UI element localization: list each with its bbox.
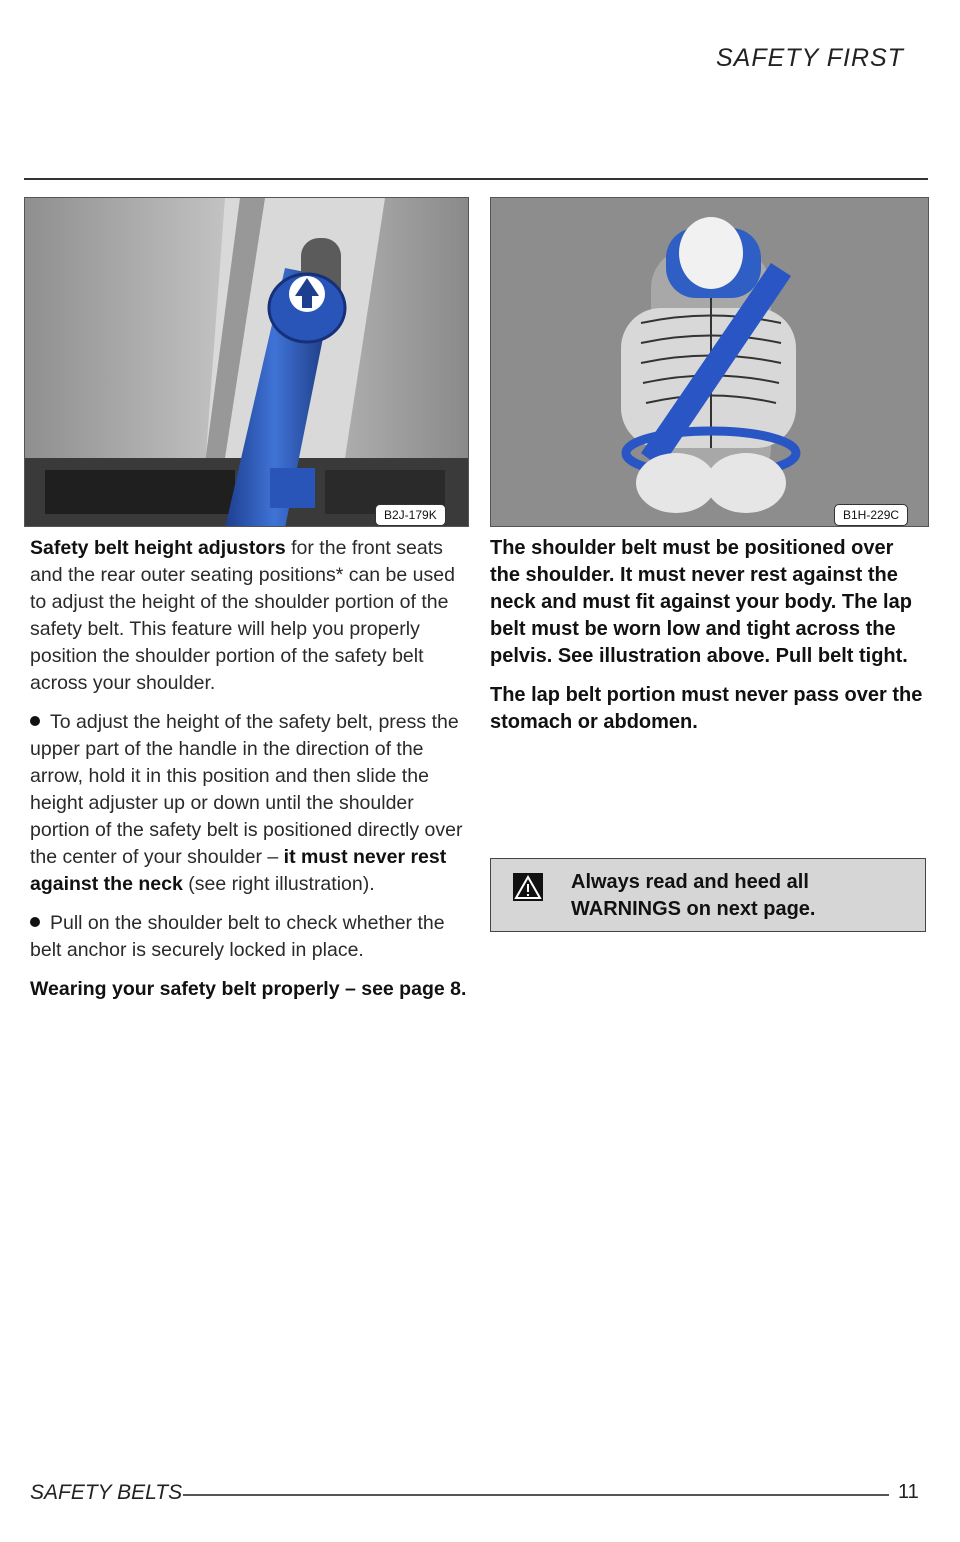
- intro-text: for the front seats and the rear outer seating positions* can be used to adjust the height of the shoulder portion of the safety belt. This feature will help you properly position the shoulder portion of the safety belt across your shoulder.: [30, 537, 455, 694]
- shoulder-belt-paragraph: The shoulder belt must be positioned over the shoulder. It must never rest against the neck and must fit against your body. The lap belt must be worn low and tight across the pelvis. See illustration above. Pull belt tight.: [490, 537, 912, 667]
- header-divider: [24, 178, 928, 180]
- figure-code-label: B1H-229C: [834, 504, 908, 526]
- page-number: 11: [898, 1481, 919, 1503]
- footer-divider: [183, 1494, 889, 1496]
- bullet-text: Pull on the shoulder belt to check whether the belt anchor is securely locked in place.: [30, 912, 445, 961]
- belt-adjuster-illustration: [25, 198, 468, 526]
- warning-box: [490, 858, 926, 932]
- belt-adjuster-figure: [24, 197, 469, 527]
- page-header-title: SAFETY FIRST: [716, 44, 904, 72]
- intro-bold: Safety belt height adjustors: [30, 537, 286, 559]
- bullet-tail: (see right illustration).: [182, 873, 375, 895]
- right-column: [490, 535, 926, 736]
- left-column: [30, 535, 468, 1015]
- list-item: [30, 709, 468, 898]
- lap-belt-paragraph: The lap belt portion must never pass over the stomach or abdomen.: [490, 684, 923, 733]
- warning-text: Always read and heed all WARNINGS on next page.: [571, 871, 816, 920]
- footer-section-title: SAFETY BELTS: [30, 1481, 183, 1504]
- figure-code-label: B2J-179K: [375, 504, 446, 526]
- warning-triangle-icon: [513, 873, 543, 901]
- bullet-icon: [30, 716, 40, 726]
- intro-paragraph: [30, 535, 468, 697]
- list-item: [30, 910, 468, 964]
- shoulder-belt-figure: [490, 197, 929, 527]
- bullet-text: To adjust the height of the safety belt, press the upper part of the handle in the direction of the arrow, hold it in this position and then slide the height adjuster up or down until the shoulder portion of the safety belt is positioned directly over the center of your shoulder –: [30, 711, 463, 868]
- skeleton-belt-illustration: [491, 198, 928, 526]
- bullet-icon: [30, 917, 40, 927]
- bullet-bold: it must never rest against the neck: [30, 846, 447, 895]
- closing-note: Wearing your safety belt properly – see page 8.: [30, 978, 467, 1000]
